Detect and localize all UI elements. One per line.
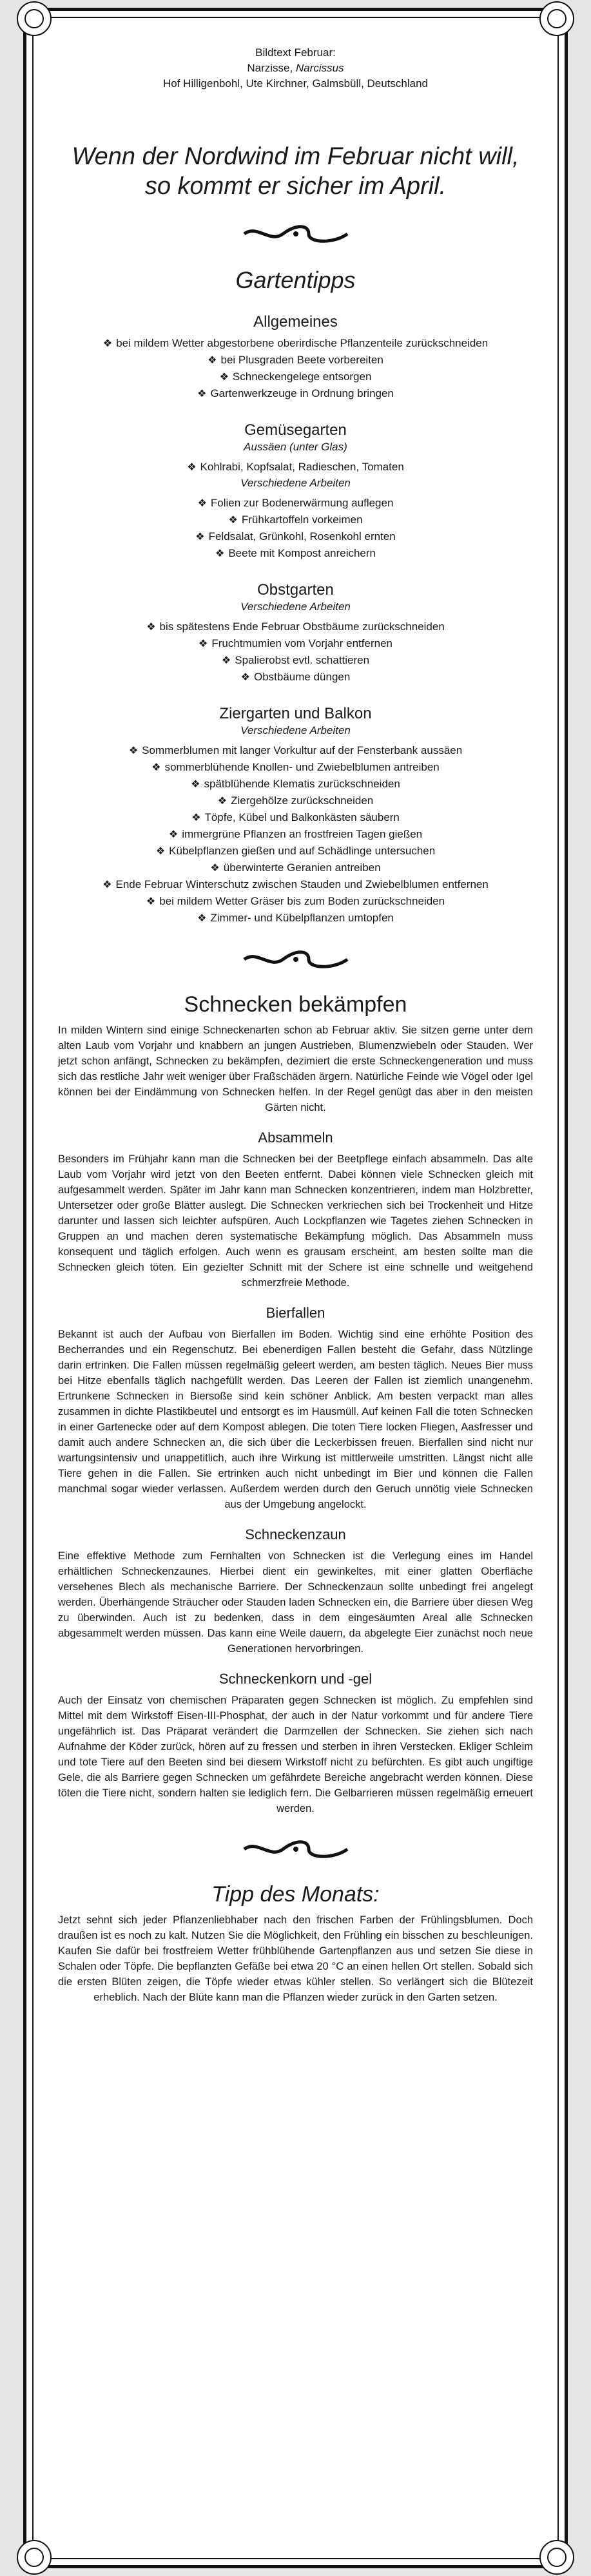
diamond-bullet-icon: ❖ — [197, 389, 207, 399]
diamond-bullet-icon: ❖ — [151, 762, 161, 773]
scroll-ornament-icon — [52, 1840, 539, 1859]
tipp-text: Jetzt sehnt sich jeder Pflanzenliebhaber nach den frischen Farben der Frühlingsblumen. Doch draußen ist es noch zu kalt. Nutzen Sie die Möglichkeit, den Frühling ein bisschen zu beschleunigen. Kaufen Sie dafür bei frostfreiem Wetter frühblühende Gartenpflanzen aus und setzen Sie diese in Schalen oder Töpfe. Die bepflanzten Gefäße bei etwa 20 °C an einen hellen Ort stellen. Sobald sich die ersten Blüten zeigen, die Töpfe wieder etwas kühler stellen. So verlängert sich die Blütezeit erheblich. Nach der Blüte kann man die Pflanzen wieder zurück in den Garten setzen. — [58, 1914, 533, 2003]
list-item: ❖ Ende Februar Winterschutz zwischen Stauden und Zwiebelblumen entfernen — [52, 876, 539, 893]
list-item: ❖ Schneckengelege entsorgen — [52, 369, 539, 385]
list-item: ❖ Spalierobst evtl. schattieren — [52, 652, 539, 669]
proverb-quote — [52, 142, 539, 201]
list-item: ❖ Ziergehölze zurückschneiden — [52, 793, 539, 809]
group-title-allgemeines: Allgemeines — [253, 313, 338, 331]
diamond-bullet-icon: ❖ — [221, 655, 231, 666]
diamond-bullet-icon: ❖ — [219, 372, 229, 383]
quote-line-1: Wenn der Nordwind im Februar nicht will, — [72, 143, 519, 170]
diamond-bullet-icon: ❖ — [155, 846, 166, 857]
list-item: ❖ bei mildem Wetter Gräser bis zum Boden zurückschneiden — [52, 893, 539, 910]
schnecken-intro: In milden Wintern sind einige Schneckenarten schon ab Februar aktiv. Sie sitzen gerne unter dem alten Laub vom Vorjahr und knabbern an jungen Austrieben, Blumenzwiebeln oder Stauden. Wer jetzt schon anfängt, Schnecken zu bekämpfen, dezimiert die erste Schneckengeneration und muss sich das restliche Jahr weit weniger über Fraßschäden ärgern. Natürliche Feinde wie Vögel oder Igel können bei der Eindämmung von Schnecken helfen. In der Regel genügt das aber in den meisten Gärten nicht. — [58, 1024, 533, 1113]
scroll-ornament-icon — [52, 950, 539, 969]
diamond-bullet-icon: ❖ — [197, 913, 207, 924]
corner-ornament-icon — [539, 1, 574, 36]
subtitle-arbeiten: Verschiedene Arbeiten — [240, 724, 351, 736]
diamond-bullet-icon: ❖ — [228, 515, 238, 526]
section-text-schneckenkorn: Auch der Einsatz von chemischen Präparaten gegen Schnecken ist möglich. Zu empfehlen sind Mittel mit dem Wirkstoff Eisen-III-Phosphat, der auch in der Natur vorkommt und für andere Tiere ungefährlich ist. Das Präparat verändert die Darmzellen der Schnecken. Sie ziehen sich nach Aufnahme der Köder zurück, hören auf zu fressen und sterben in ihren Verstecken. Ekliger Schleim und tote Tiere auf den Beeten sind bei diesem Wirkstoff nicht zu befürchten. Es gibt auch ungiftige Gele, die als Barriere gegen Schnecken um gefährdete Bereiche angebracht werden können. Diese töten die Tiere nicht, sondern halten sie lediglich fern. Die Gelbarrieren müssen regelmäßig erneuert werden. — [58, 1695, 533, 1814]
group-title-obstgarten: Obstgarten — [257, 581, 334, 599]
list-item: ❖ spätblühende Klematis zurückschneiden — [52, 776, 539, 793]
list-allgemeines — [52, 335, 539, 402]
list-item: ❖ Kohlrabi, Kopfsalat, Radieschen, Tomaten — [52, 459, 539, 476]
list-item: ❖ überwinterte Geranien antreiben — [52, 860, 539, 876]
section-title-schneckenzaun: Schneckenzaun — [245, 1526, 346, 1543]
diamond-bullet-icon: ❖ — [102, 338, 113, 349]
schnecken-title: Schnecken bekämpfen — [184, 992, 407, 1017]
list-item: ❖ Zimmer- und Kübelpflanzen umtopfen — [52, 910, 539, 927]
gartentipps-title: Gartentipps — [235, 267, 356, 293]
corner-ornament-icon — [539, 2540, 574, 2575]
list-item: ❖ Frühkartoffeln vorkeimen — [52, 512, 539, 528]
diamond-bullet-icon: ❖ — [128, 745, 139, 756]
page-content — [52, 45, 539, 2005]
subtitle-arbeiten: Verschiedene Arbeiten — [240, 477, 351, 489]
list-ziergarten — [52, 742, 539, 927]
list-item: ❖ Feldsalat, Grünkohl, Rosenkohl ernten — [52, 528, 539, 545]
subtitle-aussaeen: Aussäen (unter Glas) — [244, 441, 347, 453]
diamond-bullet-icon: ❖ — [208, 355, 217, 366]
caption-plant-name: Narzisse, Narcissus — [247, 62, 344, 74]
list-obstgarten — [52, 619, 539, 686]
diamond-bullet-icon: ❖ — [187, 462, 197, 473]
list-item: ❖ Fruchtmumien vom Vorjahr entfernen — [52, 635, 539, 652]
list-item: ❖ Obstbäume düngen — [52, 669, 539, 686]
list-item: ❖ bis spätestens Ende Februar Obstbäume zurückschneiden — [52, 619, 539, 635]
diamond-bullet-icon: ❖ — [210, 863, 220, 874]
diamond-bullet-icon: ❖ — [240, 672, 250, 683]
caption-title: Bildtext Februar: — [255, 46, 336, 59]
section-title-bierfallen: Bierfallen — [266, 1305, 325, 1321]
list-item: ❖ Kübelpflanzen gießen und auf Schädlinge untersuchen — [52, 843, 539, 860]
diamond-bullet-icon: ❖ — [197, 498, 207, 509]
diamond-bullet-icon: ❖ — [146, 622, 156, 633]
list-item: ❖ Folien zur Bodenerwärmung auflegen — [52, 495, 539, 512]
tipp-title: Tipp des Monats: — [211, 1882, 380, 1907]
group-title-gemuesegarten: Gemüsegarten — [244, 421, 347, 439]
list-item: ❖ bei mildem Wetter abgestorbene oberirdische Pflanzenteile zurückschneiden — [52, 335, 539, 352]
list-item: ❖ Gartenwerkzeuge in Ordnung bringen — [52, 385, 539, 402]
list-item: ❖ Töpfe, Kübel und Balkonkästen säubern — [52, 809, 539, 826]
diamond-bullet-icon: ❖ — [217, 796, 228, 807]
image-caption — [52, 45, 539, 91]
list-gemuese-arbeiten — [52, 495, 539, 562]
list-item: ❖ bei Plusgraden Beete vorbereiten — [52, 352, 539, 369]
diamond-bullet-icon: ❖ — [215, 548, 225, 559]
diamond-bullet-icon: ❖ — [191, 779, 200, 790]
diamond-bullet-icon: ❖ — [191, 812, 201, 823]
subtitle-arbeiten: Verschiedene Arbeiten — [240, 601, 351, 613]
section-text-bierfallen: Bekannt ist auch der Aufbau von Bierfallen im Boden. Wichtig sind eine erhöhte Position des Becherrandes und ein Regenschutz. Bei ebenerdigen Fallen besteht die Gefahr, dass Nützlinge darin ertrinken. Die Fallen müssen regelmäßig geleert werden, am besten täglich. Neues Bier muss bei Hitze ebenfalls täglich nachgefüllt werden. Das Leeren der Fallen ist ziemlich unangenehm. Ertrunkene Schnecken in Biersoße sind kein schöner Anblick. Am besten verpackt man alles zusammen in dichte Plastikbeutel und entsorgt es im Hausmüll. Auf keinen Fall die toten Schnecken in einer Gartenecke oder auf dem Kompost ablegen. Die toten Tiere locken Fliegen, Aasfresser und damit auch andere Schnecken an, die sich über die Leckerbissen freuen. Bierfallen sind nicht nur wartungsintensiv und unappetitlich, auch ihre Wirkung ist mittlerweile umstritten. Längst nicht alle Tiere gehen in die Fallen. Sie ertrinken auch nicht unbedingt im Bier und können die Fallen manchmal sogar wieder verlassen. Außerdem werden durch den Geruch unnötig viele Schnecken aus der Umgebung angelockt. — [58, 1329, 533, 1510]
diamond-bullet-icon: ❖ — [195, 532, 205, 543]
list-item: ❖ sommerblühende Knollen- und Zwiebelblumen antreiben — [52, 759, 539, 776]
quote-line-2: so kommt er sicher im April. — [144, 173, 447, 200]
corner-ornament-icon — [17, 2540, 52, 2575]
diamond-bullet-icon: ❖ — [146, 896, 156, 907]
group-title-ziergarten: Ziergarten und Balkon — [219, 705, 372, 722]
list-item: ❖ Beete mit Kompost anreichern — [52, 545, 539, 562]
section-text-schneckenzaun: Eine effektive Methode zum Fernhalten von Schnecken ist die Verlegung eines im Handel erhältlichen Schneckenzaunes. Hierbei dient ein gewinkeltes, mit einer glatten Oberfläche versehenes Blech als mechanische Barriere. Der Schneckenzaun sollte unbedingt frei angelegt werden. Überhängende Sträucher oder Stauden laden Schnecken ein, die Barriere über diesen Weg zu überwinden. Auch ist zu bedenken, dass in dem eingesäumten Areal alle Schnecken abgesammelt werden müssen. Das kann eine Weile dauern, da abgelegte Eier zunächst noch neue Generationen hervorbringen. — [58, 1550, 533, 1655]
diamond-bullet-icon: ❖ — [102, 879, 112, 890]
section-text-absammeln: Besonders im Frühjahr kann man die Schnecken bei der Beetpflege einfach absammeln. Das alte Laub vom Vorjahr wird jetzt von den Beeten entfernt. Dabei können viele Schnecken gleich mit aufgesammelt werden. Später im Jahr kann man Schnecken konzentrieren, indem man Holzbretter, Untersetzer oder große Blätter auslegt. Die Schnecken verkriechen sich bei Trockenheit und Hitze darunter und lassen sich leichter aufspüren. Auch Lockpflanzen wie Tagetes ziehen Schnecken in Gruppen an und machen deren systematische Bekämpfung möglich. Das Absammeln muss konsequent und täglich erfolgen. Auch wenn es grausam erscheint, am besten sollte man die Schnecken gleich töten. Ein gezielter Schnitt mit der Schere ist eine schnelle und weitgehend schmerzfreie Methode. — [58, 1153, 533, 1289]
diamond-bullet-icon: ❖ — [199, 639, 208, 649]
caption-botanical-name: Narcissus — [293, 62, 344, 74]
scroll-ornament-icon — [52, 224, 539, 244]
list-item: ❖ Sommerblumen mit langer Vorkultur auf der Fensterbank aussäen — [52, 742, 539, 759]
caption-source: Hof Hilligenbohl, Ute Kirchner, Galmsbüll, Deutschland — [162, 77, 429, 90]
list-item: ❖ immergrüne Pflanzen an frostfreien Tagen gießen — [52, 826, 539, 843]
section-title-absammeln: Absammeln — [258, 1129, 333, 1146]
corner-ornament-icon — [17, 1, 52, 36]
diamond-bullet-icon: ❖ — [168, 829, 179, 840]
section-title-schneckenkorn: Schneckenkorn und -gel — [218, 1671, 373, 1687]
caption-plant — [52, 61, 539, 76]
list-gemuese-aussaat — [52, 459, 539, 476]
